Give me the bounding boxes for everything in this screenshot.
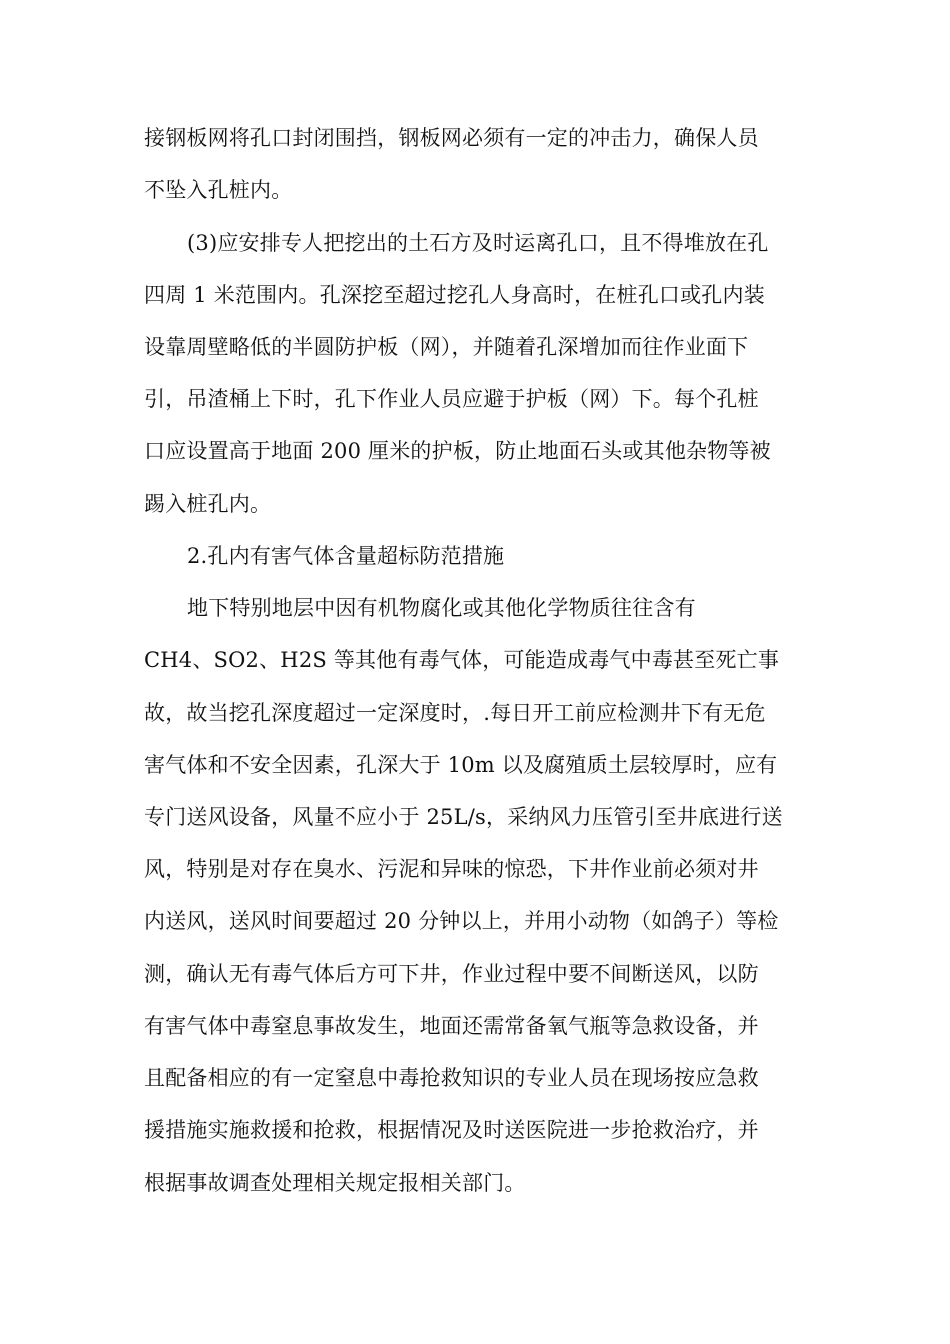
text-line: 引，吊渣桶上下时，孔下作业人员应避于护板（网）下。每个孔桩: [144, 387, 759, 411]
text-line: 四周 1 米范围内。孔深挖至超过挖孔人身高时，在桩孔口或孔内装: [144, 283, 765, 307]
text-line: 设靠周壁略低的半圆防护板（网），并随着孔深增加而往作业面下: [144, 335, 749, 359]
text-line: 内送风，送风时间要超过 20 分钟以上，并用小动物（如鸽子）等检: [144, 909, 779, 933]
text-line: 接钢板网将孔口封闭围挡，钢板网必须有一定的冲击力，确保人员: [144, 126, 759, 150]
text-line: 风，特别是对存在臭水、污泥和异味的惊恐，下井作业前必须对井: [144, 857, 759, 881]
text-line: 测，确认无有毒气体后方可下井，作业过程中要不间断送风，以防: [144, 962, 759, 986]
text-line: 有害气体中毒窒息事故发生，地面还需常备氧气瓶等急救设备，并: [144, 1014, 759, 1038]
text-line: 故，故当挖孔深度超过一定深度时，.每日开工前应检测井下有无危: [144, 701, 766, 725]
text-line: 不坠入孔桩内。: [144, 178, 293, 202]
text-line: (3)应安排专人把挖出的土石方及时运离孔口，且不得堆放在孔: [187, 231, 769, 255]
section-heading: 2.孔内有害气体含量超标防范措施: [187, 544, 505, 568]
text-line: 援措施实施救援和抢救，根据情况及时送医院进一步抢救治疗，并: [144, 1118, 759, 1142]
text-line: 地下特别地层中因有机物腐化或其他化学物质往往含有: [187, 596, 696, 620]
text-line: CH4、SO2、H2S 等其他有毒气体，可能造成毒气中毒甚至死亡事: [144, 648, 780, 672]
text-line: 根据事故调查处理相关规定报相关部门。: [144, 1171, 526, 1195]
text-line: 专门送风设备，风量不应小于 25L/s，采纳风力压管引至井底进行送: [144, 805, 783, 829]
text-line: 害气体和不安全因素，孔深大于 10m 以及腐殖质土层较厚时，应有: [144, 753, 778, 777]
text-line: 且配备相应的有一定窒息中毒抢救知识的专业人员在现场按应急救: [144, 1066, 759, 1090]
text-line: 口应设置高于地面 200 厘米的护板，防止地面石头或其他杂物等被: [144, 439, 771, 463]
text-line: 踢入桩孔内。: [144, 492, 272, 516]
